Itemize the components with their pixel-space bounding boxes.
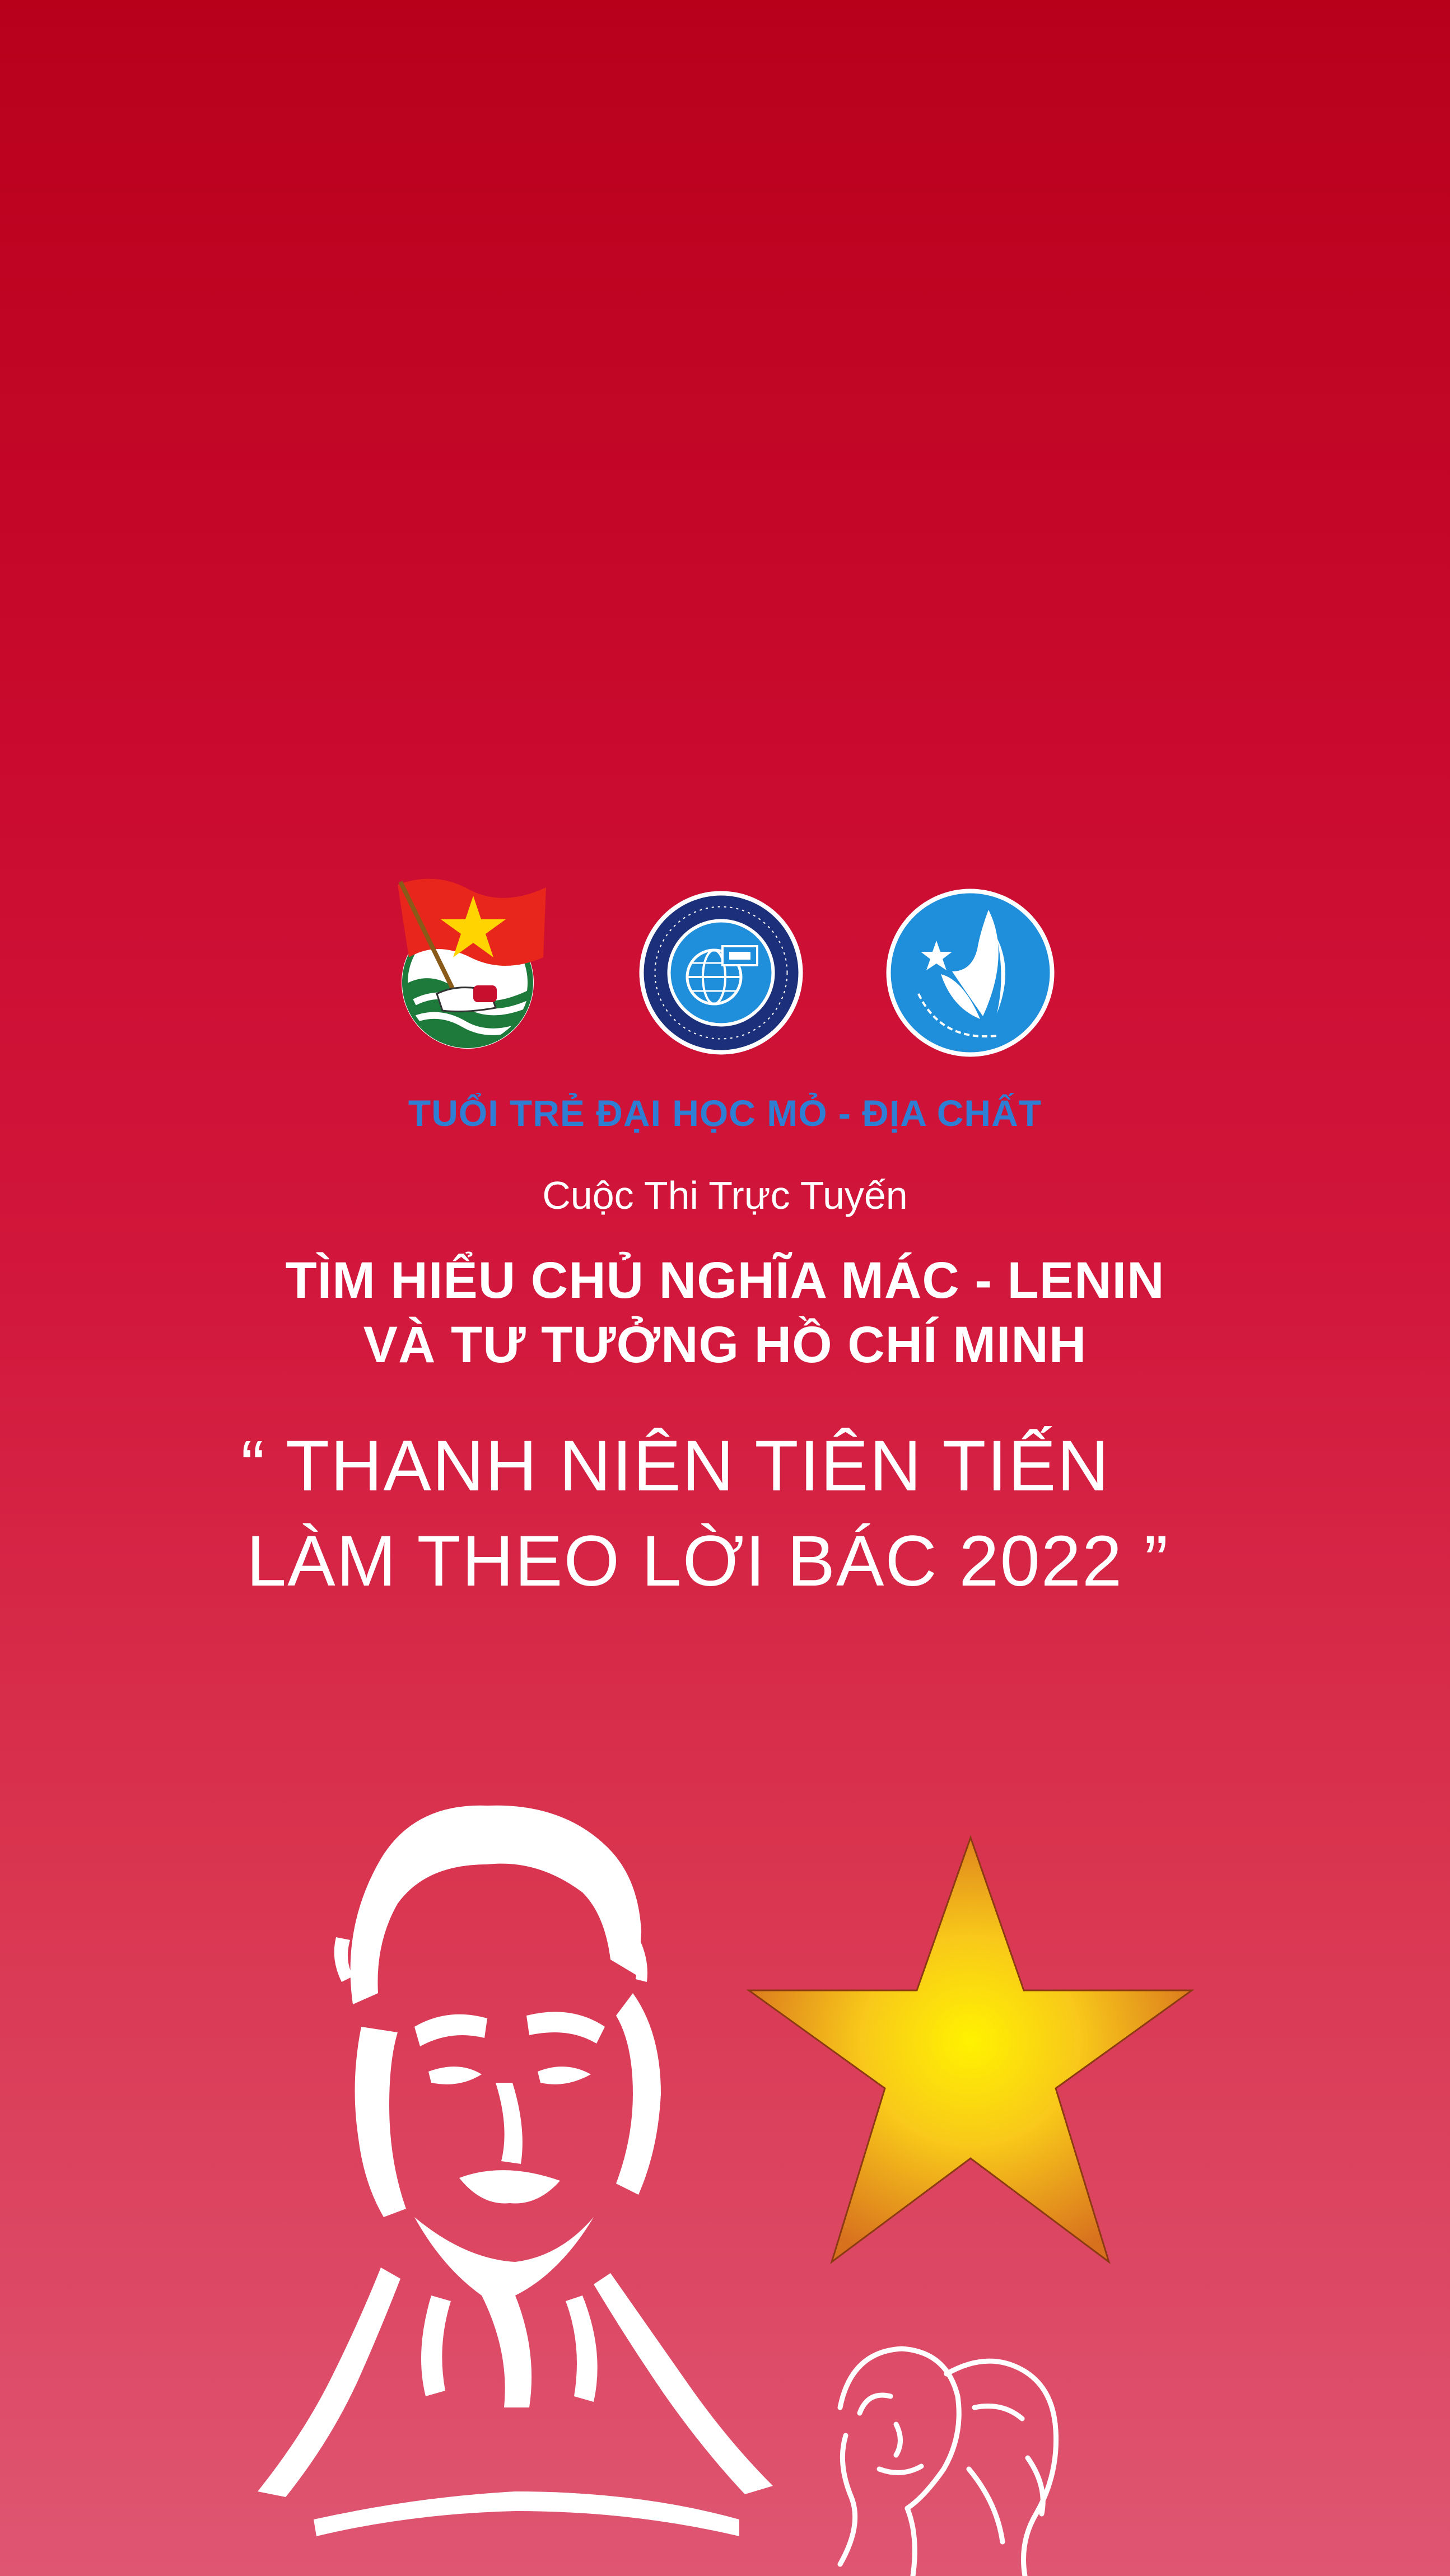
- slogan-line-1: “ THANH NIÊN TIÊN TIẾN: [241, 1426, 1110, 1506]
- gold-star-icon: [742, 1831, 1199, 2270]
- slogan-line-2: LÀM THEO LỜI BÁC 2022 ”: [246, 1521, 1169, 1601]
- contest-type: Cuộc Thi Trực Tuyến: [542, 1174, 908, 1217]
- topic-title-line-1: TÌM HIỂU CHỦ NGHĨA MÁC - LENIN: [285, 1252, 1165, 1309]
- marx-lenin-portrait-icon: [806, 2329, 1075, 2576]
- youth-union-logo-icon: [392, 873, 552, 1058]
- youth-title: TUỔI TRẺ ĐẠI HỌC MỎ - ĐỊA CHẤT: [408, 1092, 1042, 1134]
- student-association-logo-icon: [885, 887, 1056, 1058]
- topic-title-line-2: VÀ TƯ TƯỞNG HỒ CHÍ MINH: [363, 1316, 1087, 1373]
- university-seal-icon: [638, 890, 804, 1055]
